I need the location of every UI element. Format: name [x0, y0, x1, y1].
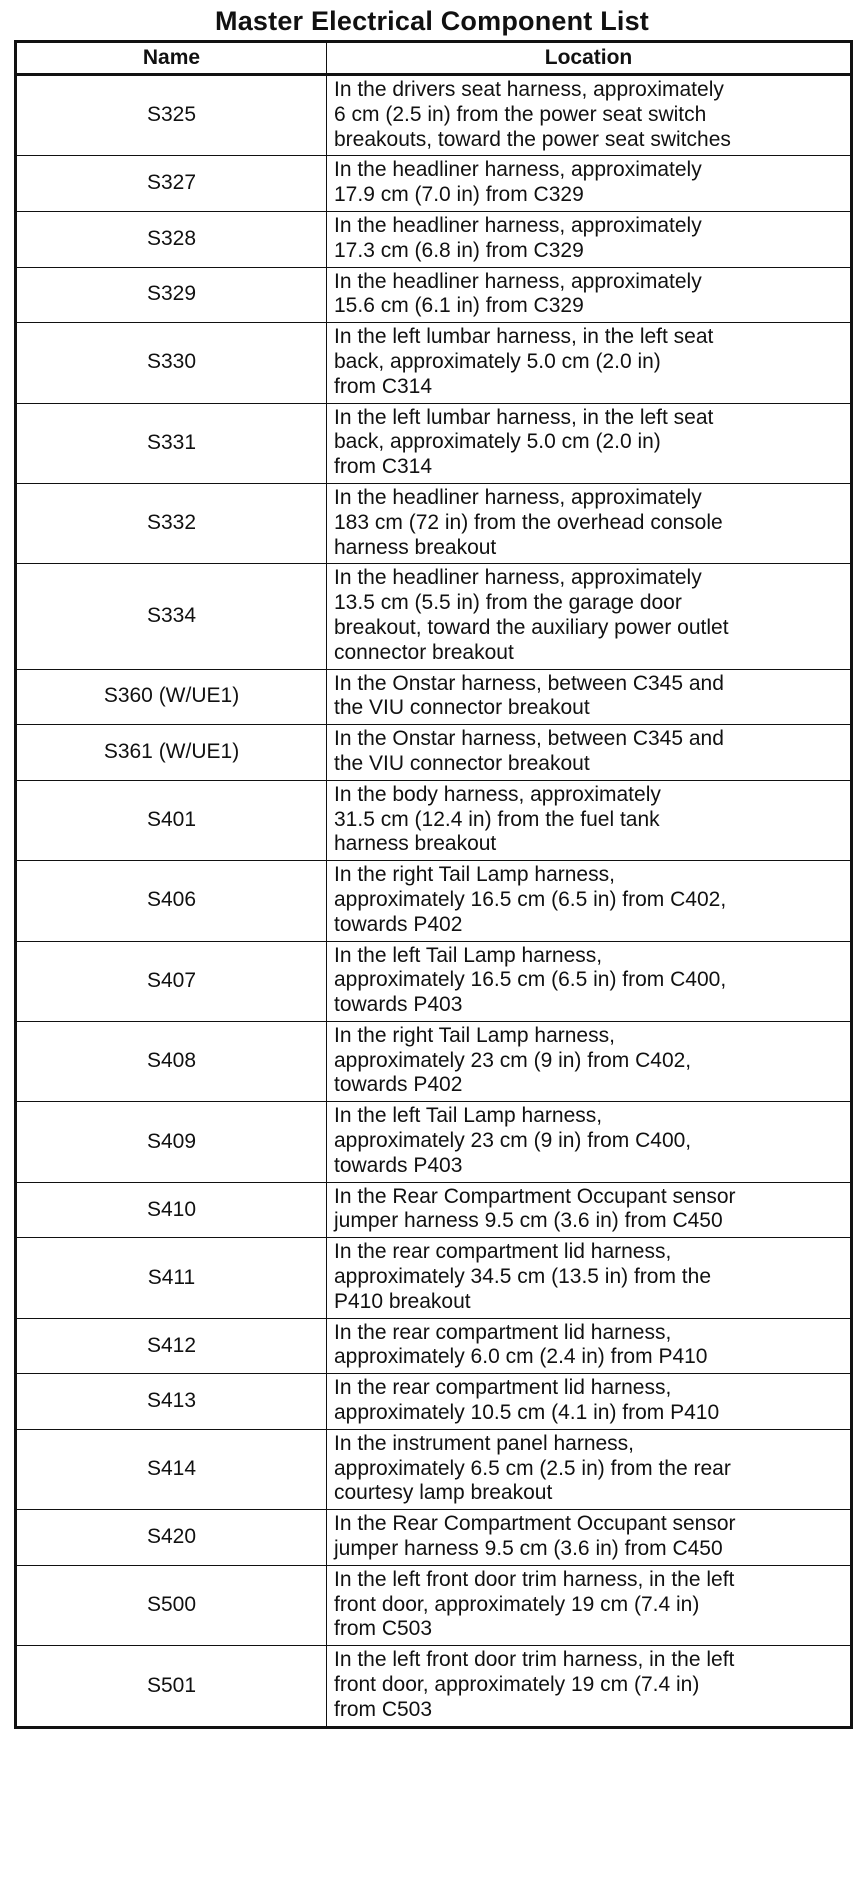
component-name: S500	[16, 1565, 327, 1645]
table-row	[16, 1238, 852, 1318]
component-location: In the Rear Compartment Occupant sensor jumper harness 9.5 cm (3.6 in) from C450	[327, 1510, 852, 1566]
component-name: S412	[16, 1318, 327, 1374]
component-name: S413	[16, 1374, 327, 1430]
component-location: In the right Tail Lamp harness, approximately 16.5 cm (6.5 in) from C402, towards P402	[327, 861, 852, 941]
component-location: In the rear compartment lid harness, approximately 34.5 cm (13.5 in) from the P410 breakout	[327, 1238, 852, 1318]
table-row	[16, 1429, 852, 1509]
component-location: In the rear compartment lid harness, approximately 10.5 cm (4.1 in) from P410	[327, 1374, 852, 1430]
table-row	[16, 211, 852, 267]
component-name: S420	[16, 1510, 327, 1566]
column-header-location: Location	[327, 42, 852, 75]
table-row	[16, 1318, 852, 1374]
table-row	[16, 780, 852, 860]
table-row	[16, 941, 852, 1021]
table-row	[16, 403, 852, 483]
component-name: S410	[16, 1182, 327, 1238]
component-location: In the left front door trim harness, in the left front door, approximately 19 cm (7.4 in) from C503	[327, 1646, 852, 1727]
table-row	[16, 1646, 852, 1727]
page-title: Master Electrical Component List	[215, 6, 649, 36]
component-location: In the left front door trim harness, in the left front door, approximately 19 cm (7.4 in) from C503	[327, 1565, 852, 1645]
table-row	[16, 1510, 852, 1566]
component-name: S406	[16, 861, 327, 941]
component-location: In the body harness, approximately 31.5 cm (12.4 in) from the fuel tank harness breakout	[327, 780, 852, 860]
component-name: S411	[16, 1238, 327, 1318]
table-row	[16, 861, 852, 941]
table-row	[16, 725, 852, 781]
table-row	[16, 323, 852, 403]
component-location: In the left lumbar harness, in the left seat back, approximately 5.0 cm (2.0 in) from C314	[327, 323, 852, 403]
table-row	[16, 156, 852, 212]
header-row	[16, 42, 852, 75]
component-location: In the Onstar harness, between C345 and the VIU connector breakout	[327, 669, 852, 725]
component-location: In the left Tail Lamp harness, approximately 23 cm (9 in) from C400, towards P403	[327, 1102, 852, 1182]
component-name: S407	[16, 941, 327, 1021]
component-location: In the left lumbar harness, in the left seat back, approximately 5.0 cm (2.0 in) from C314	[327, 403, 852, 483]
component-name: S330	[16, 323, 327, 403]
component-table	[14, 40, 853, 1729]
component-location: In the Onstar harness, between C345 and the VIU connector breakout	[327, 725, 852, 781]
component-name: S334	[16, 564, 327, 669]
table-row	[16, 669, 852, 725]
component-location: In the headliner harness, approximately 17.3 cm (6.8 in) from C329	[327, 211, 852, 267]
column-header-name: Name	[16, 42, 327, 75]
table-row	[16, 1021, 852, 1101]
table-row	[16, 1182, 852, 1238]
component-location: In the headliner harness, approximately 15.6 cm (6.1 in) from C329	[327, 267, 852, 323]
component-name: S360 (W/UE1)	[16, 669, 327, 725]
component-name: S325	[16, 75, 327, 156]
component-location: In the instrument panel harness, approximately 6.5 cm (2.5 in) from the rear courtesy lamp breakout	[327, 1429, 852, 1509]
table-row	[16, 75, 852, 156]
component-name: S329	[16, 267, 327, 323]
component-location: In the rear compartment lid harness, approximately 6.0 cm (2.4 in) from P410	[327, 1318, 852, 1374]
component-name: S328	[16, 211, 327, 267]
component-name: S327	[16, 156, 327, 212]
component-location: In the headliner harness, approximately 183 cm (72 in) from the overhead console harness breakout	[327, 483, 852, 563]
component-name: S361 (W/UE1)	[16, 725, 327, 781]
component-name: S414	[16, 1429, 327, 1509]
component-location: In the drivers seat harness, approximately 6 cm (2.5 in) from the power seat switch breakouts, toward the power seat switches	[327, 75, 852, 156]
component-location: In the Rear Compartment Occupant sensor jumper harness 9.5 cm (3.6 in) from C450	[327, 1182, 852, 1238]
table-row	[16, 267, 852, 323]
component-name: S408	[16, 1021, 327, 1101]
component-name: S401	[16, 780, 327, 860]
table-row	[16, 1565, 852, 1645]
table-row	[16, 1102, 852, 1182]
component-location: In the headliner harness, approximately 13.5 cm (5.5 in) from the garage door breakout, toward the auxiliary power outlet connector breakout	[327, 564, 852, 669]
component-location: In the left Tail Lamp harness, approximately 16.5 cm (6.5 in) from C400, towards P403	[327, 941, 852, 1021]
component-name: S331	[16, 403, 327, 483]
component-name: S501	[16, 1646, 327, 1727]
table-row	[16, 1374, 852, 1430]
table-row	[16, 483, 852, 563]
component-location: In the right Tail Lamp harness, approximately 23 cm (9 in) from C402, towards P402	[327, 1021, 852, 1101]
component-name: S409	[16, 1102, 327, 1182]
component-name: S332	[16, 483, 327, 563]
component-location: In the headliner harness, approximately 17.9 cm (7.0 in) from C329	[327, 156, 852, 212]
table-row	[16, 564, 852, 669]
